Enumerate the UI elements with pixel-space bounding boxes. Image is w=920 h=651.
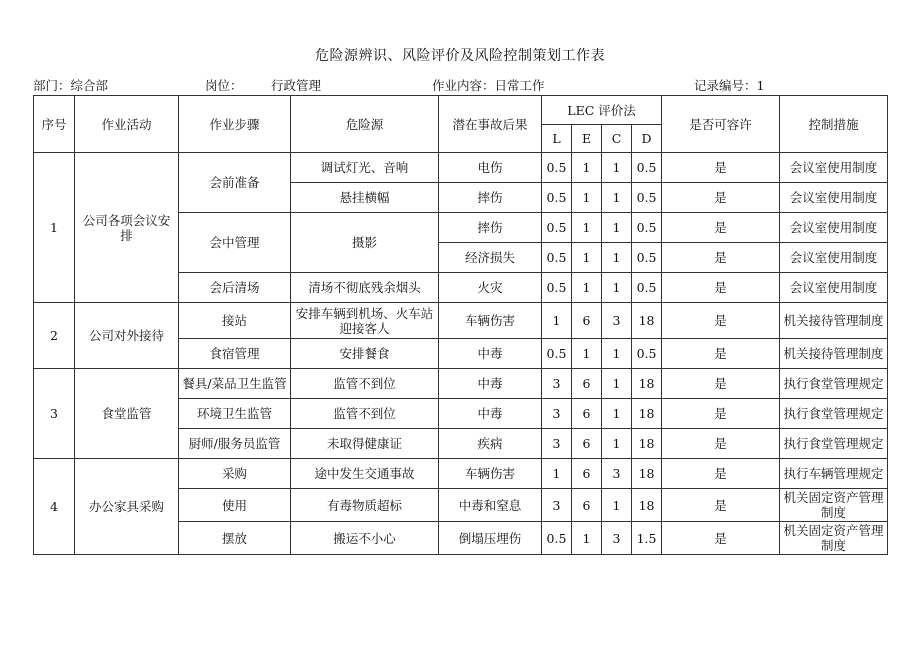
activity-cell: 公司各项会议安排	[75, 153, 179, 303]
d-cell: 0.5	[632, 213, 662, 243]
l-cell: 0.5	[542, 339, 572, 369]
step-cell: 厨师/服务员监管	[179, 429, 291, 459]
activity-cell: 办公家具采购	[75, 459, 179, 555]
d-cell: 18	[632, 489, 662, 522]
d-cell: 1.5	[632, 522, 662, 555]
hazard-cell: 安排餐食	[291, 339, 439, 369]
tolerable-cell: 是	[662, 183, 780, 213]
control-cell: 机关接待管理制度	[780, 303, 888, 339]
department-label: 部门：综合部	[33, 78, 109, 93]
record-number: 记录编号：1	[694, 78, 765, 93]
c-cell: 1	[602, 183, 632, 213]
consequence-cell: 中毒	[439, 399, 542, 429]
step-cell: 摆放	[179, 522, 291, 555]
d-cell: 18	[632, 399, 662, 429]
tolerable-cell: 是	[662, 429, 780, 459]
l-cell: 0.5	[542, 183, 572, 213]
seq-cell: 3	[34, 369, 75, 459]
header-e: E	[572, 125, 602, 153]
l-cell: 1	[542, 459, 572, 489]
step-cell: 餐具/菜品卫生监管	[179, 369, 291, 399]
header-c: C	[602, 125, 632, 153]
tolerable-cell: 是	[662, 303, 780, 339]
header-d: D	[632, 125, 662, 153]
seq-cell: 1	[34, 153, 75, 303]
d-cell: 0.5	[632, 153, 662, 183]
l-cell: 0.5	[542, 243, 572, 273]
l-cell: 0.5	[542, 213, 572, 243]
control-cell: 执行食堂管理规定	[780, 429, 888, 459]
hazard-cell: 清场不彻底残余烟头	[291, 273, 439, 303]
header-consequence: 潜在事故后果	[439, 96, 542, 153]
consequence-cell: 中毒和窒息	[439, 489, 542, 522]
tolerable-cell: 是	[662, 273, 780, 303]
hazard-cell: 有毒物质超标	[291, 489, 439, 522]
tolerable-cell: 是	[662, 243, 780, 273]
consequence-cell: 摔伤	[439, 213, 542, 243]
e-cell: 1	[572, 243, 602, 273]
e-cell: 1	[572, 153, 602, 183]
e-cell: 1	[572, 522, 602, 555]
header-row	[34, 96, 888, 125]
control-cell: 会议室使用制度	[780, 273, 888, 303]
e-cell: 1	[572, 183, 602, 213]
c-cell: 1	[602, 429, 632, 459]
d-cell: 18	[632, 459, 662, 489]
l-cell: 3	[542, 399, 572, 429]
consequence-cell: 火灾	[439, 273, 542, 303]
position-label: 岗位：	[205, 78, 243, 93]
header-activity: 作业活动	[75, 96, 179, 153]
e-cell: 1	[572, 273, 602, 303]
e-cell: 6	[572, 459, 602, 489]
tolerable-cell: 是	[662, 399, 780, 429]
consequence-cell: 中毒	[439, 339, 542, 369]
l-cell: 3	[542, 429, 572, 459]
step-cell: 环境卫生监管	[179, 399, 291, 429]
l-cell: 1	[542, 303, 572, 339]
d-cell: 0.5	[632, 243, 662, 273]
control-cell: 会议室使用制度	[780, 183, 888, 213]
tolerable-cell: 是	[662, 489, 780, 522]
c-cell: 3	[602, 459, 632, 489]
header-control: 控制措施	[780, 96, 888, 153]
step-cell: 食宿管理	[179, 339, 291, 369]
header-hazard: 危险源	[291, 96, 439, 153]
step-cell: 会前准备	[179, 153, 291, 213]
control-cell: 机关固定资产管理制度	[780, 522, 888, 555]
step-cell: 采购	[179, 459, 291, 489]
hazard-cell: 搬运不小心	[291, 522, 439, 555]
control-cell: 会议室使用制度	[780, 153, 888, 183]
e-cell: 6	[572, 399, 602, 429]
consequence-cell: 中毒	[439, 369, 542, 399]
step-cell: 会后清场	[179, 273, 291, 303]
d-cell: 0.5	[632, 339, 662, 369]
control-cell: 会议室使用制度	[780, 243, 888, 273]
hazard-cell: 监管不到位	[291, 399, 439, 429]
position-value: 行政管理	[271, 78, 322, 93]
hazard-cell: 途中发生交通事故	[291, 459, 439, 489]
control-cell: 会议室使用制度	[780, 213, 888, 243]
header-tolerable: 是否可容许	[662, 96, 780, 153]
consequence-cell: 摔伤	[439, 183, 542, 213]
activity-cell: 公司对外接待	[75, 303, 179, 369]
c-cell: 3	[602, 303, 632, 339]
hazard-cell: 安排车辆到机场、火车站迎接客人	[291, 303, 439, 339]
c-cell: 1	[602, 399, 632, 429]
hazard-cell: 未取得健康证	[291, 429, 439, 459]
activity-cell: 食堂监管	[75, 369, 179, 459]
consequence-cell: 倒塌压埋伤	[439, 522, 542, 555]
page-title: 危险源辨识、风险评价及风险控制策划工作表	[315, 48, 605, 64]
header-l: L	[542, 125, 572, 153]
control-cell: 执行食堂管理规定	[780, 369, 888, 399]
table-row	[34, 459, 888, 489]
hazard-cell: 悬挂横幅	[291, 183, 439, 213]
consequence-cell: 车辆伤害	[439, 303, 542, 339]
hazard-cell: 监管不到位	[291, 369, 439, 399]
c-cell: 1	[602, 339, 632, 369]
l-cell: 0.5	[542, 522, 572, 555]
table-row	[34, 303, 888, 339]
e-cell: 1	[572, 213, 602, 243]
consequence-cell: 电伤	[439, 153, 542, 183]
step-cell: 使用	[179, 489, 291, 522]
hazard-cell: 调试灯光、音响	[291, 153, 439, 183]
e-cell: 1	[572, 339, 602, 369]
table-row	[34, 153, 888, 183]
tolerable-cell: 是	[662, 459, 780, 489]
seq-cell: 2	[34, 303, 75, 369]
control-cell: 机关固定资产管理制度	[780, 489, 888, 522]
c-cell: 3	[602, 522, 632, 555]
header-lec: LEC 评价法	[542, 96, 662, 125]
l-cell: 3	[542, 369, 572, 399]
header-seq: 序号	[34, 96, 75, 153]
e-cell: 6	[572, 369, 602, 399]
tolerable-cell: 是	[662, 213, 780, 243]
step-cell: 接站	[179, 303, 291, 339]
tolerable-cell: 是	[662, 522, 780, 555]
work-content: 作业内容：日常工作	[432, 78, 545, 93]
c-cell: 1	[602, 273, 632, 303]
d-cell: 0.5	[632, 273, 662, 303]
e-cell: 6	[572, 489, 602, 522]
tolerable-cell: 是	[662, 339, 780, 369]
consequence-cell: 疾病	[439, 429, 542, 459]
control-cell: 执行车辆管理规定	[780, 459, 888, 489]
consequence-cell: 经济损失	[439, 243, 542, 273]
e-cell: 6	[572, 429, 602, 459]
c-cell: 1	[602, 153, 632, 183]
d-cell: 18	[632, 429, 662, 459]
c-cell: 1	[602, 369, 632, 399]
c-cell: 1	[602, 213, 632, 243]
c-cell: 1	[602, 243, 632, 273]
control-cell: 执行食堂管理规定	[780, 399, 888, 429]
e-cell: 6	[572, 303, 602, 339]
tolerable-cell: 是	[662, 153, 780, 183]
d-cell: 18	[632, 303, 662, 339]
table-row	[34, 369, 888, 399]
consequence-cell: 车辆伤害	[439, 459, 542, 489]
step-cell: 会中管理	[179, 213, 291, 273]
c-cell: 1	[602, 489, 632, 522]
header-step: 作业步骤	[179, 96, 291, 153]
seq-cell: 4	[34, 459, 75, 555]
tolerable-cell: 是	[662, 369, 780, 399]
hazard-table	[33, 95, 888, 555]
d-cell: 0.5	[632, 183, 662, 213]
l-cell: 0.5	[542, 153, 572, 183]
control-cell: 机关接待管理制度	[780, 339, 888, 369]
l-cell: 0.5	[542, 273, 572, 303]
d-cell: 18	[632, 369, 662, 399]
l-cell: 3	[542, 489, 572, 522]
hazard-cell: 摄影	[291, 213, 439, 273]
